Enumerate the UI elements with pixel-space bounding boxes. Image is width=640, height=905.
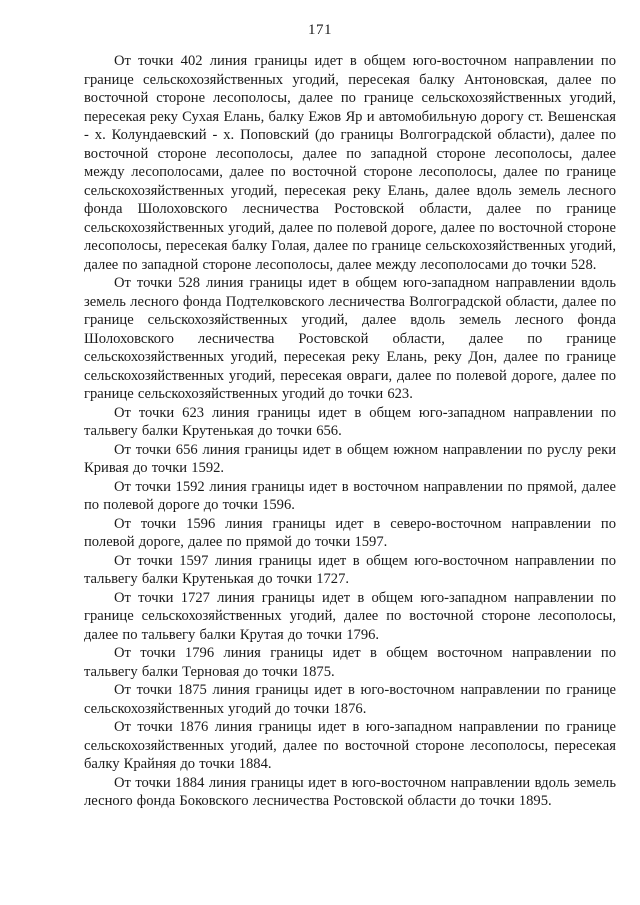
paragraph-point-1796: От точки 1796 линия границы идет в общем восточном направлении по тальвегу балки Терновая до точки 1875. (84, 645, 616, 680)
paragraph-point-1876: От точки 1876 линия границы идет в юго-западном направлении по границе сельскохозяйственных угодий, далее по восточной стороне лесополосы, пересекая балку Крайняя до точки 1884. (84, 719, 616, 772)
paragraph-point-656: От точки 656 линия границы идет в общем южном направлении по руслу реки Кривая до точки 1592. (84, 441, 616, 476)
paragraph-point-1597: От точки 1597 линия границы идет в общем юго-восточном направлении по тальвегу балки Крутенькая до точки 1727. (84, 552, 616, 587)
paragraph-point-528: От точки 528 линия границы идет в общем юго-западном направлении вдоль земель лесного фонда Подтелковского лесничества Волгоградской области, далее по границе сельскохозяйственных угодий, далее вдоль земель лесного фонда Шолоховского лесничества Ростовской области, далее по границе сельскохозяйственных угодий, пересекая реку Елань, реку Дон, далее по границе сельскохозяйственных угодий, пересекая овраги, далее по полевой дороге, далее по границе сельскохозяйственных угодий до точки 623. (84, 275, 616, 402)
paragraph-point-402: От точки 402 линия границы идет в общем юго-восточном направлении по границе сельскохозяйственных угодий, пересекая балку Антоновская, далее по восточной стороне лесополосы, далее по границе сельскохозяйственных угодий, пересекая реку Сухая Елань, балку Ежов Яр и автомобильную дорогу ст. Вешенская - х. Колундаевский - х. Поповский (до границы Волгоградской области), далее по восточной стороне лесополосы, далее по западной стороне лесополосы, далее между лесополосами, далее по восточной стороне лесополосы, далее по границе сельскохозяйственных угодий, пересекая реку Елань, далее вдоль земель лесного фонда Шолоховского лесничества Ростовской области, далее по границе сельскохозяйственных угодий, далее по полевой дороге, далее по восточной стороне лесополосы, пересекая балку Голая, далее по границе сельскохозяйственных угодий, далее по западной стороне лесополосы, далее между лесополосами до точки 528. (84, 53, 616, 273)
page-number: 171 (308, 22, 332, 38)
paragraph-point-1596: От точки 1596 линия границы идет в северо-восточном направлении по полевой дороге, далее по прямой до точки 1597. (84, 515, 616, 550)
paragraph-point-1727: От точки 1727 линия границы идет в общем юго-западном направлении по границе сельскохозяйственных угодий, далее по восточной стороне лесополосы, далее по тальвегу балки Крутая до точки 1796. (84, 589, 616, 643)
paragraph-point-623: От точки 623 линия границы идет в общем юго-западном направлении по тальвегу балки Крутенькая до точки 656. (84, 404, 616, 439)
paragraph-point-1592: От точки 1592 линия границы идет в восточном направлении по прямой, далее по полевой дороге до точки 1596. (84, 478, 616, 513)
paragraph-point-1884: От точки 1884 линия границы идет в юго-восточном направлении вдоль земель лесного фонда Боковского лесничества Ростовской области до точки 1895. (84, 774, 616, 809)
paragraph-point-1875: От точки 1875 линия границы идет в юго-восточном направлении по границе сельскохозяйственных угодий до точки 1876. (84, 682, 616, 717)
document-body (84, 52, 616, 811)
